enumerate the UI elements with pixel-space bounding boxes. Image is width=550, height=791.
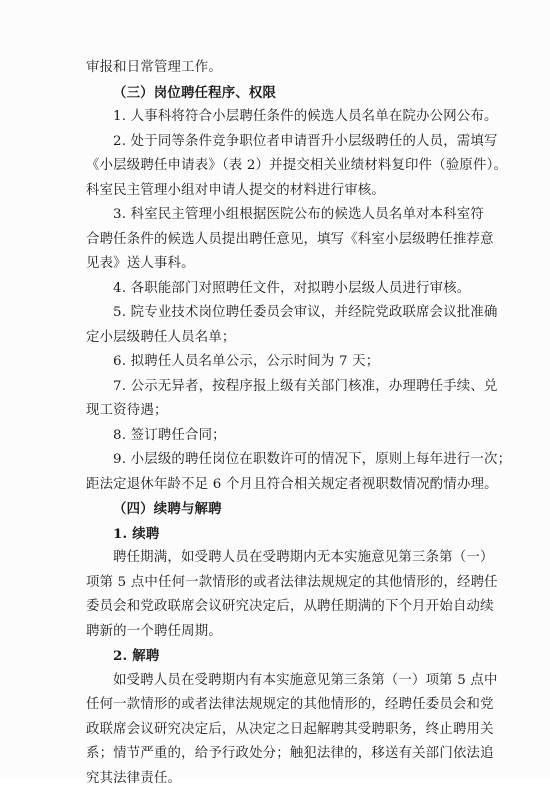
text-line: 4. 各职能部门对照聘任文件，对拟聘小层级人员进行审核。 [86,277,470,302]
text-line: 7. 公示无异者，按程序报上级有关部门核准，办理聘任手续、兑 [86,375,470,400]
section-heading: 1. 续聘 [86,522,470,547]
section-heading: 2. 解聘 [86,644,470,669]
text-line: 《小层级聘任申请表》（表 2）并提交相关业绩材料复印件（验原件）。 [86,154,470,179]
text-line: 定小层级聘任人员名单； [86,326,470,351]
text-line: 聘任期满，如受聘人员在受聘期内无本实施意见第三条第（一） [86,546,470,571]
text-line: 2. 处于同等条件竞争职位者申请晋升小层级聘任的人员，需填写 [86,130,470,155]
section-heading: （三）岗位聘任程序、权限 [86,81,470,106]
text-line: 委员会和党政联席会议研究决定后，从聘任期满的下个月开始自动续 [86,595,470,620]
text-line: 距法定退休年龄不足 6 个月且符合相关规定者视职数情况酌情办理。 [86,473,470,498]
document-body [86,56,470,791]
text-line: 项第 5 点中任何一款情形的或者法律法规规定的其他情形的，经聘任 [86,571,470,596]
text-line: 系；情节严重的，给予行政处分；触犯法律的，移送有关部门依法追 [86,742,470,767]
text-line: 如受聘人员在受聘期内有本实施意见第三条第（一）项第 5 点中 [86,669,470,694]
section-heading: （四）续聘与解聘 [86,497,470,522]
text-line: 任何一款情形的或者法律法规规定的其他情形的，经聘任委员会和党 [86,693,470,718]
text-line: 9. 小层级的聘任岗位在职数许可的情况下，原则上每年进行一次； [86,448,470,473]
text-line: 政联席会议研究决定后，从决定之日起解聘其受聘职务，终止聘用关 [86,718,470,743]
text-line: 1. 人事科将符合小层聘任条件的候选人员名单在院办公网公布。 [86,105,470,130]
text-line: 8. 签订聘任合同； [86,424,470,449]
text-line: 审报和日常管理工作。 [86,56,470,81]
text-line: 5. 院专业技术岗位聘任委员会审议，并经院党政联席会议批准确 [86,301,470,326]
text-line: 合聘任条件的候选人员提出聘任意见，填写《科室小层级聘任推荐意 [86,228,470,253]
text-line: 究其法律责任。 [86,767,470,791]
text-line: 聘新的一个聘任周期。 [86,620,470,645]
text-line: 现工资待遇； [86,399,470,424]
text-line: 6. 拟聘任人员名单公示，公示时间为 7 天； [86,350,470,375]
text-line: 科室民主管理小组对申请人提交的材料进行审核。 [86,179,470,204]
text-line: 3. 科室民主管理小组根据医院公布的候选人员名单对本科室符 [86,203,470,228]
text-line: 见表》送人事科。 [86,252,470,277]
